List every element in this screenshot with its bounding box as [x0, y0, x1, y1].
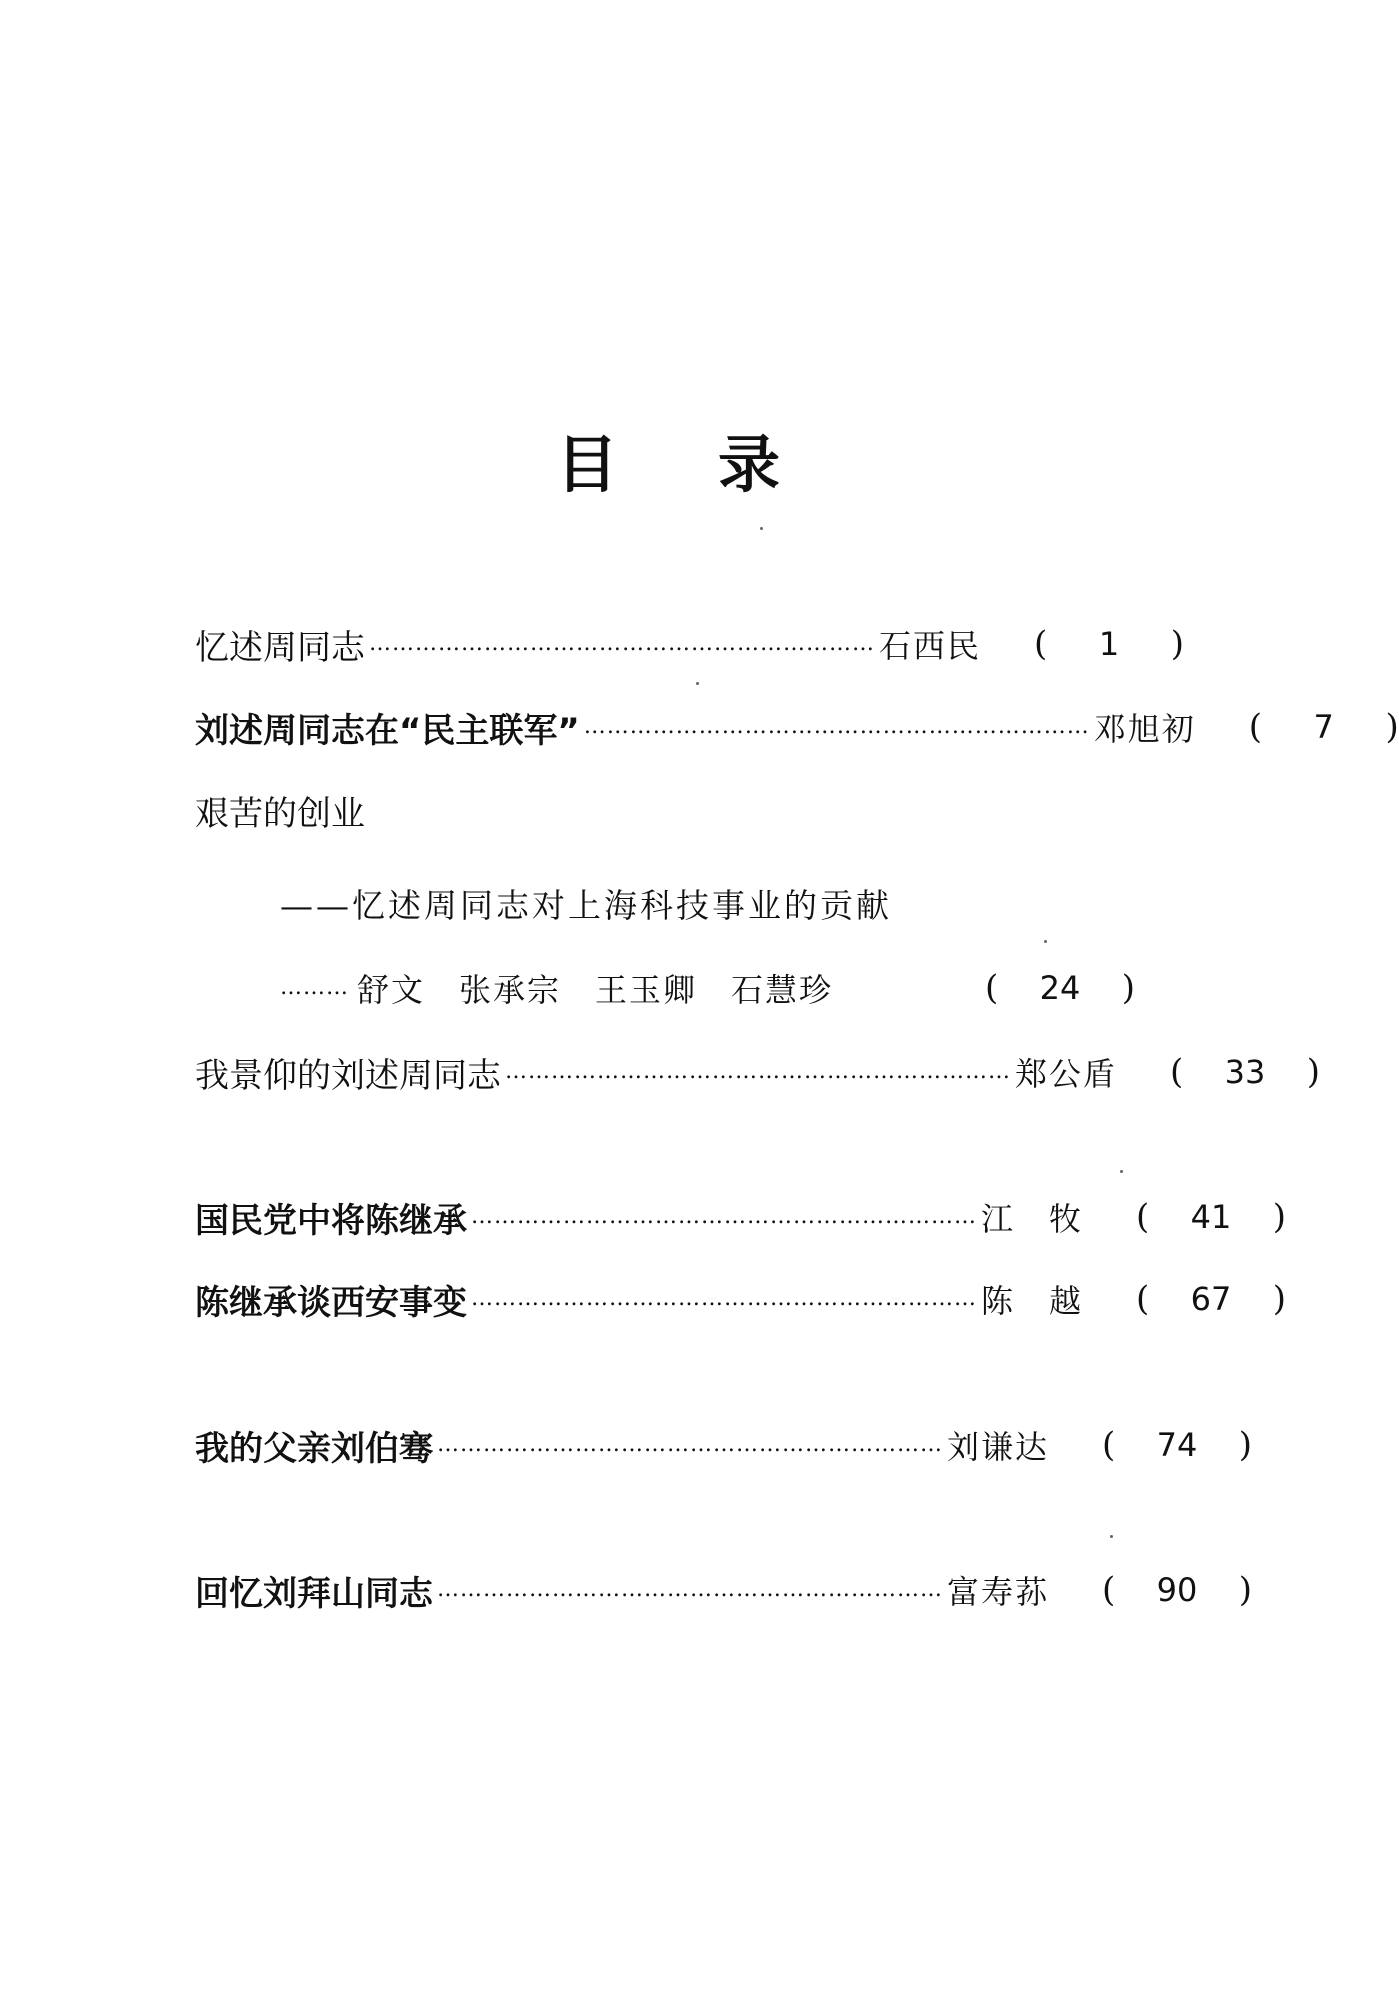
toc-entry-author-line[interactable]: [280, 963, 1135, 1013]
toc-entry[interactable]: [195, 1047, 1320, 1097]
toc-entry[interactable]: [195, 702, 1399, 752]
open-paren: (: [1034, 624, 1048, 664]
toc-entry-page: [1102, 1570, 1252, 1610]
dot-leader: …………………………………………………………: [437, 1432, 943, 1457]
toc-entry-author: 邓旭初: [1093, 710, 1196, 748]
page-number: 90: [1156, 1571, 1198, 1609]
scan-speck: [1110, 1535, 1113, 1538]
toc-entry-author: 刘谦达: [947, 1428, 1050, 1466]
page-number: 33: [1224, 1053, 1266, 1091]
toc-entry-author: 郑公盾: [1015, 1055, 1118, 1093]
dot-leader: …………………………………………………………: [369, 631, 875, 656]
toc-entry[interactable]: [195, 619, 1184, 669]
page-title: [0, 415, 1336, 505]
toc-entry[interactable]: [195, 1420, 1252, 1470]
open-paren: (: [1136, 1197, 1150, 1237]
open-paren: (: [1102, 1570, 1116, 1610]
dot-leader: …………………………………………………………: [471, 1286, 977, 1311]
toc-entry-page: [985, 968, 1135, 1008]
open-paren: (: [1248, 707, 1262, 747]
toc-entry-author: 江 牧: [981, 1200, 1084, 1238]
dot-leader: …………………………………………………………: [471, 1204, 977, 1229]
toc-entry-page: [1034, 624, 1184, 664]
close-paren: ): [1272, 1279, 1286, 1319]
scan-speck: [696, 682, 699, 685]
toc-entry-title: 我的父亲刘伯骞: [195, 1428, 433, 1469]
toc-entry-title: 刘述周同志在“民主联军”: [195, 710, 580, 751]
toc-entry-page: [1102, 1425, 1252, 1465]
page-number: 7: [1313, 708, 1334, 746]
page-number: 1: [1098, 625, 1120, 663]
toc-entry[interactable]: [195, 1192, 1286, 1242]
toc-entry-title: 国民党中将陈继承: [195, 1200, 467, 1241]
page-title-char-1: 目: [555, 428, 618, 501]
close-paren: ): [1170, 624, 1184, 664]
dot-leader: …………………………………………………………: [505, 1059, 1011, 1084]
page-number: 74: [1156, 1426, 1198, 1464]
page-title-char-2: 录: [718, 428, 781, 501]
page-number: 41: [1190, 1198, 1232, 1236]
page-number: 24: [1039, 969, 1081, 1007]
dot-leader: ………: [280, 975, 349, 1000]
toc-entry[interactable]: [195, 1565, 1252, 1615]
close-paren: ): [1272, 1197, 1286, 1237]
toc-entry[interactable]: [195, 1274, 1286, 1324]
toc-entry-subtitle: ——忆述周同志对上海科技事业的贡献: [280, 886, 892, 925]
close-paren: ): [1121, 968, 1135, 1008]
toc-entry-author: 富寿荪: [947, 1573, 1050, 1611]
toc-entry-author: 陈 越: [981, 1282, 1084, 1320]
scan-speck: [1044, 940, 1047, 943]
toc-entry-page: [1136, 1197, 1286, 1237]
close-paren: ): [1238, 1425, 1252, 1465]
toc-entry-page: [1249, 707, 1399, 747]
toc-entry-page: [1136, 1279, 1286, 1319]
open-paren: (: [985, 968, 999, 1008]
close-paren: ): [1385, 707, 1399, 747]
toc-entry-title: 陈继承谈西安事变: [195, 1282, 467, 1323]
dot-leader: …………………………………………………………: [437, 1577, 943, 1602]
scan-speck: [1120, 1170, 1123, 1173]
open-paren: (: [1136, 1279, 1150, 1319]
toc-entry-title: 我景仰的刘述周同志: [195, 1055, 501, 1096]
scan-speck: [760, 527, 763, 530]
close-paren: ): [1306, 1052, 1320, 1092]
dot-leader: …………………………………………………………: [583, 714, 1090, 739]
toc-entry-title: 回忆刘拜山同志: [195, 1573, 433, 1614]
toc-entry-title-line[interactable]: [195, 785, 1135, 835]
page-number: 67: [1190, 1280, 1232, 1318]
close-paren: ): [1238, 1570, 1252, 1610]
toc-entry-author: 舒文 张承宗 王玉卿 石慧珍: [357, 971, 834, 1009]
toc-entry-title: 忆述周同志: [195, 627, 365, 668]
open-paren: (: [1170, 1052, 1184, 1092]
toc-entry-title: 艰苦的创业: [195, 793, 365, 834]
toc-entry-page: [1170, 1052, 1320, 1092]
toc-entry-author: 石西民: [879, 627, 982, 665]
open-paren: (: [1102, 1425, 1116, 1465]
